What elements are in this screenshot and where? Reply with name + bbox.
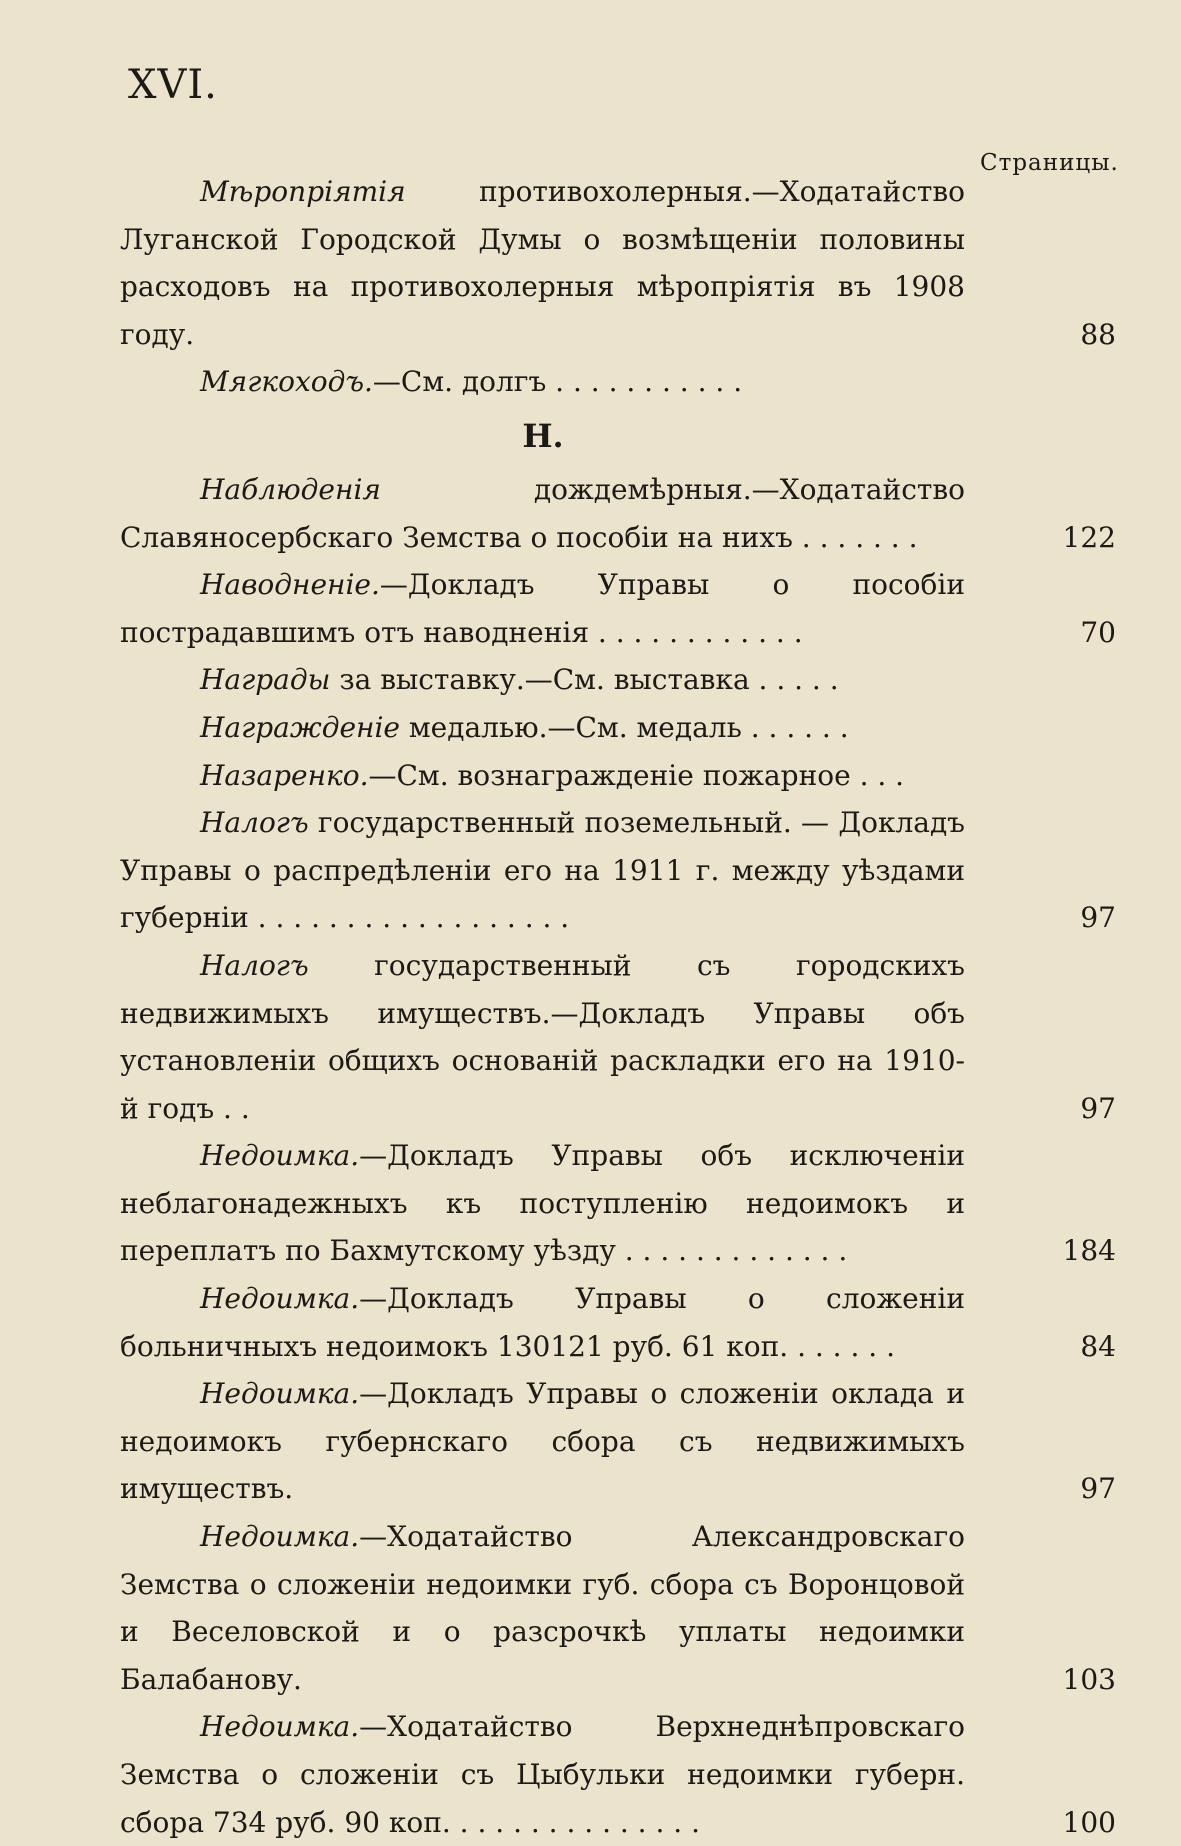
index-entry: [120, 656, 1116, 704]
entry-text: —Ходатайство Александровскаго Земства о сложеніи недоимки губ. сбора съ Воронцовой и Веселовской и о разсрочкѣ уплаты недоимки Балабанову.: [120, 1520, 965, 1696]
entry-page: 97: [1080, 901, 1116, 935]
entry-title: Налогъ: [200, 948, 309, 982]
index-entry: [120, 942, 1116, 1132]
page-number: XVI.: [128, 62, 218, 108]
entry-text: за выставку.—См. выставка . . . . .: [330, 663, 839, 697]
entry-text: —Докладъ Управы о пособіи пострадавшимъ отъ наводненія . . . . . . . . . . . .: [120, 568, 965, 649]
index-entry: [120, 1703, 1116, 1846]
entry-title: Недоимка.: [200, 1282, 360, 1316]
index-entry: [120, 358, 1116, 406]
entry-page: 97: [1080, 1472, 1116, 1506]
index-entry: [120, 752, 1116, 800]
index-entry: [120, 561, 1116, 656]
entry-title: Налогъ: [200, 806, 309, 840]
entry-page: 88: [1080, 317, 1116, 351]
entry-page: 184: [1062, 1234, 1116, 1268]
entry-text: —См. вознагражденіе пожарное . . .: [368, 758, 905, 792]
entry-title: Награжденіе: [200, 710, 400, 744]
entry-text: —Докладъ Управы объ исключеніи неблагонадежныхъ къ поступленію недоимокъ и переплатъ по Бахмутскому уѣзду . . . . . . . . . . . . .: [120, 1139, 965, 1268]
entry-title: Мягкоходъ.: [200, 365, 373, 399]
entry-text: медалью.—См. медаль . . . . . .: [400, 710, 849, 744]
index-entry: [120, 704, 1116, 752]
entry-text: —Докладъ Управы о сложеніи оклада и недоимокъ губернскаго сбора съ недвижимыхъ имуществъ.: [120, 1377, 965, 1506]
section-letter: [120, 406, 1116, 466]
index-entry: [120, 1513, 1116, 1703]
index-entry: [120, 466, 1116, 561]
entry-title: Мѣропріятія: [200, 175, 406, 208]
entry-page: 122: [1062, 520, 1116, 554]
entry-title: Недоимка.: [200, 1377, 360, 1411]
entry-text: государственный съ городскихъ недвижимыхъ имуществъ.—Докладъ Управы объ установленіи общихъ основаній раскладки его на 1910-й годъ . .: [120, 948, 965, 1125]
entry-text: —Докладъ Управы о сложеніи больничныхъ недоимокъ 130121 руб. 61 коп. . . . . . .: [120, 1282, 965, 1363]
entry-title: Недоимка.: [200, 1139, 360, 1173]
index-entry: [120, 1275, 1116, 1370]
column-heading: Страницы.: [980, 150, 1119, 176]
entry-page: 103: [1062, 1662, 1116, 1696]
entry-page: 84: [1080, 1329, 1116, 1363]
entry-page: 100: [1062, 1805, 1116, 1839]
index-entries: [120, 168, 1116, 1846]
index-entry: [120, 799, 1116, 942]
index-entry: [120, 168, 1116, 358]
entry-text: государственный поземельный. — Докладъ Управы о распредѣленіи его на 1911 г. между уѣздами губерніи . . . . . . . . . . . . . . . . . .: [120, 806, 965, 935]
entry-text: дождемѣрныя.—Ходатайство Славяносербскаго Земства о пособіи на нихъ . . . . . . .: [120, 472, 965, 554]
section-letter-text: Н.: [522, 416, 564, 455]
entry-title: Недоимка.: [200, 1520, 360, 1554]
entry-text: —См. долгъ . . . . . . . . . . .: [372, 365, 743, 399]
entry-title: Наблюденія: [200, 472, 381, 506]
index-entry: [120, 1370, 1116, 1513]
entry-title: Назаренко.: [200, 758, 369, 792]
entry-title: Наводненіе.: [200, 568, 380, 602]
entry-page: 97: [1080, 1091, 1116, 1125]
entry-text: противохолерныя.—Ходатайство Луганской Городской Думы о возмѣщеніи половины расходовъ на противохолерныя мѣропріятія въ 1908 году.: [120, 175, 965, 351]
entry-title: Награды: [200, 663, 331, 697]
entry-page: 70: [1080, 615, 1116, 649]
entry-text: —Ходатайство Верхнеднѣпровскаго Земства о сложеніи съ Цыбульки недоимки губерн. сбора 734 руб. 90 коп. . . . . . . . . . . . . . .: [120, 1710, 965, 1839]
index-entry: [120, 1132, 1116, 1275]
entry-title: Недоимка.: [200, 1710, 360, 1744]
